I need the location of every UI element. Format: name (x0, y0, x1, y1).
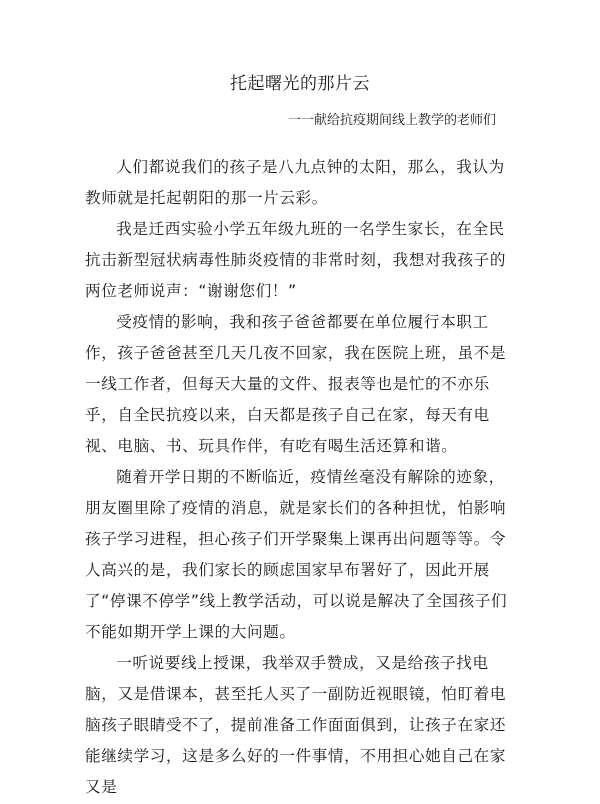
document-subtitle: 一一献给抗疫期间线上教学的老师们 (288, 113, 497, 128)
paragraph: 随着开学日期的不断临近，疫情丝毫没有解除的迹象，朋友圈里除了疫情的消息，就是家长们的各种担忧，怕影响孩子学习进程，担心孩子们开学聚集上课再出问题等等。令人高兴的是，我们家长的顾虑国家早布署好了，因此开展了“停课不停学”线上教学活动，可以说是解决了全国孩子们不能如期开学上课的大问题。 (85, 468, 508, 641)
paragraph: 人们都说我们的孩子是八九点钟的太阳，那么，我认为教师就是托起朝阳的那一片云彩。 (85, 158, 505, 207)
paragraph: 受疫情的影响，我和孩子爸爸都要在单位履行本职工作，孩子爸爸甚至几天几夜不回家，我在医院上班，虽不是一线工作者，但每天大量的文件、报表等也是忙的不亦乐乎，自全民抗疫以来，白天都是孩子自己在家，每天有电视、电脑、书、玩具作伴，有吃有喝生活还算和谐。 (85, 313, 507, 455)
paragraph: 我是迁西实验小学五年级九班的一名学生家长，在全民抗击新型冠状病毒性肺炎疫情的非常时刻，我想对我孩子的两位老师说声：“谢谢您们！” (85, 220, 507, 300)
document-title: 托起曙光的那片云 (230, 74, 370, 94)
paragraph: 一听说要线上授课，我举双手赞成，又是给孩子找电脑，又是借课本，甚至托人买了一副防近视眼镜，怕盯着电脑孩子眼睛受不了，提前准备工作面面俱到，让孩子在家还能继续学习，这是多么好的一件事情，不用担心她自己在家又是 (85, 654, 507, 796)
document-body (85, 152, 517, 803)
